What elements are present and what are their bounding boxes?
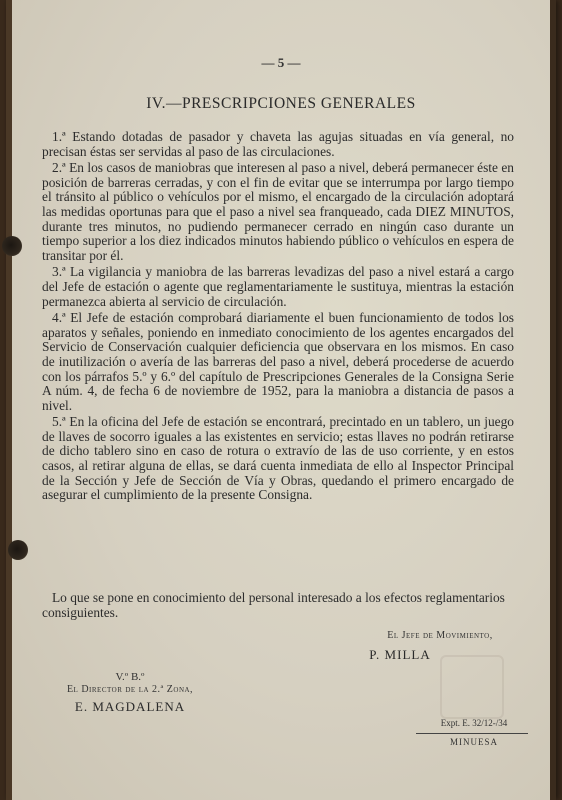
paragraph-1: 1.ª Estando dotadas de pasador y chaveta las agujas situadas en vía general, no precisan éstas ser servidas al paso de las circulaciones. — [42, 129, 514, 159]
page-right-edge — [550, 0, 556, 800]
signature-left-name: E. MAGDALENA — [74, 699, 186, 714]
page-number: — 5 — — [261, 55, 301, 70]
signature-right-title: El Jefe de Movimiento, — [387, 630, 493, 641]
reference-code: Expt. E. 32/12-/34 — [440, 718, 508, 728]
signature-right-name: P. MILLA — [369, 647, 431, 662]
closing-text: Lo que se pone en conocimiento del personal interesado a los efectos reglamentarios consiguientes. — [42, 590, 505, 620]
reference-org: MINUESA — [449, 737, 498, 747]
approval-mark: V.º B.º — [115, 671, 145, 683]
punch-hole-bottom — [8, 540, 28, 560]
faint-stamp-mark — [440, 655, 504, 719]
paragraph-2: 2.ª En los casos de maniobras que interesen al paso a nivel, deberá permanecer éste en posición de barreras cerradas, y con el fin de evitar que se interrumpa por largo tiempo el tránsito al público o vehículos por el mismo, el encargado de la circulación adoptará las medidas oportunas para que el paso a nivel sea franqueado, cada DIEZ MINUTOS, durante tres minutos, no pudiendo permanecer cerrado en ningún caso durante un tiempo superior a los diez indicados minutos habiendo público o vehículos en espera de transitar por él. — [42, 160, 514, 263]
page-left-edge — [6, 0, 12, 800]
paragraph-3: 3.ª La vigilancia y maniobra de las barreras levadizas del paso a nivel estará a cargo del Jefe de estación o agente que reglamentariamente le sustituya, mientras la estación permanezca abierta al servicio de circulación. — [42, 264, 514, 309]
paragraph-5: 5.ª En la oficina del Jefe de estación se encontrará, precintado en un tablero, un juego de llaves de socorro iguales a las existentes en servicio; estas llaves no podrán retirarse de dicho tablero sino en caso de rotura o extravío de las de uso corriente, y en estos casos, al retirar alguna de ellas, se dará cuenta inmediata de ello al Inspector Principal de la Sección y Jefe de Sección de Vía y Obras, quedando el primero encargado de asegurar el cumplimiento de la presente Consigna. — [42, 414, 514, 503]
paragraph-4: 4.ª El Jefe de estación comprobará diariamente el buen funcionamiento de todos los aparatos y señales, poniendo en inmediato conocimiento de los agentes encargados del Servicio de Conservación cualquier deficiencia que observara en los mismos. En caso de inutilización o avería de las barreras del paso a nivel, deberá procederse de acuerdo con los párrafos 5.º y 6.º del capítulo de Prescripciones Generales de la Consigna Serie A núm. 4, de fecha 6 de noviembre de 1952, para la maniobra a distancia de pasos a nivel. — [42, 310, 514, 413]
section-title: IV.—PRESCRIPCIONES GENERALES — [146, 95, 416, 112]
reference-divider — [416, 733, 528, 734]
punch-hole-top — [2, 236, 22, 256]
signature-left-title: El Director de la 2.ª Zona, — [66, 684, 194, 695]
body-text — [42, 130, 514, 505]
